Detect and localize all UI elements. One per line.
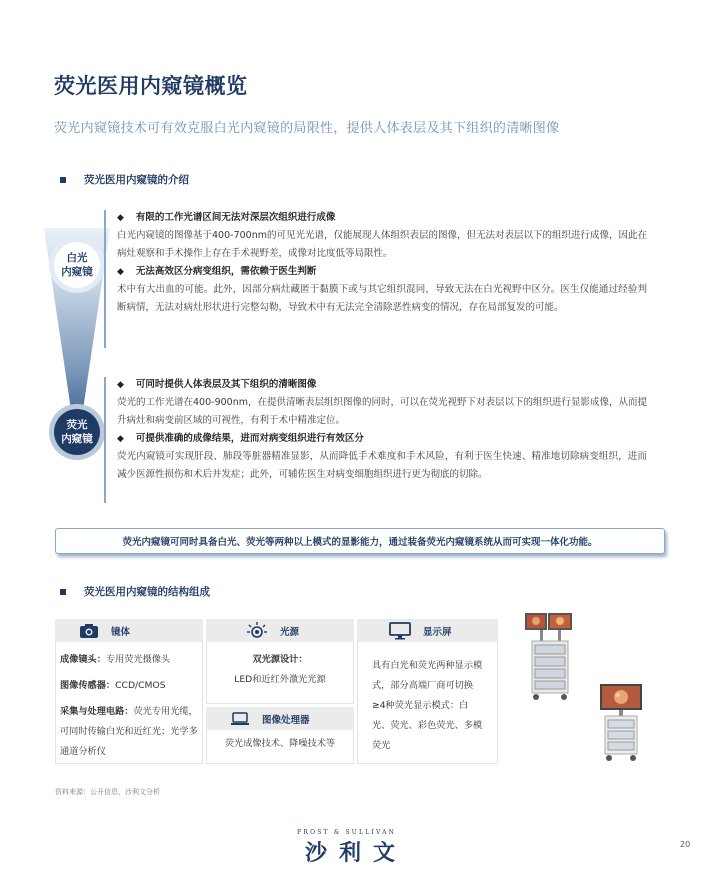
logo-chinese: 沙利文 <box>305 840 408 866</box>
point-heading-text: 有限的工作光谱区间无法对深层次组织进行成像 <box>135 212 336 223</box>
page-subtitle: 荧光内窥镜技术可有效克服白光内窥镜的局限性，提供人体表层及其下组织的清晰图像 <box>54 121 560 136</box>
logo-english: FROST & SULLIVAN <box>297 829 397 836</box>
sensor-val: CCD/CMOS <box>115 680 166 691</box>
fluorescence-badge: 荧光 内窥镜 <box>54 409 100 455</box>
circuit-key: 采集与处理电路： <box>60 706 134 717</box>
section-heading-text: 荧光医用内窥镜的介绍 <box>84 174 189 186</box>
point-text: 荧光的工作光谱在400-900nm，在提供清晰表层组织图像的同时，可以在荧光视野下对表层以下的组织进行显影成像，从而提升病灶和病变前区域的可视性，有利于术中精准定位。 <box>117 397 647 426</box>
point-heading <box>117 376 647 394</box>
light-design-text: LED和近红外激光光源 <box>234 674 326 685</box>
summary-banner: 荧光内窥镜可同时具备白光、荧光等两种以上模式的显影能力，通过装备荧光内窥镜系统从而可实现一体化功能。 <box>55 528 665 554</box>
white-light-block <box>117 209 647 317</box>
laptop-icon <box>230 712 250 726</box>
bullet-square <box>60 177 66 183</box>
processor-text: 荧光成像技术、降噪技术等 <box>224 738 336 749</box>
processor-label: 图像处理器 <box>262 714 310 726</box>
monitor-icon <box>389 622 411 640</box>
divider-line <box>104 210 106 348</box>
section-heading-structure <box>60 584 210 599</box>
light-header <box>206 619 354 642</box>
circuit-val: 荧光专用光缆，可同时传输白光和近红光；光学多通道分析仪 <box>60 706 198 757</box>
display-header <box>357 619 498 642</box>
fluorescence-block <box>117 376 647 484</box>
bullet-square <box>60 589 66 595</box>
processor-header <box>206 707 354 730</box>
source-note: 资料来源：公开信息，沙利文分析 <box>55 788 160 796</box>
section-heading-intro <box>60 172 189 187</box>
point-text: 术中有大出血的可能。此外，因部分病灶藏匿于黏膜下或与其它组织混同，导致无法在白光视野中区分。医生仅能通过经验判断病情，无法对病灶形状进行完整勾勒，导致术中有无法完全清除恶性病变的情况，存在局部复发的可能。 <box>117 284 647 313</box>
camera-icon <box>79 623 99 639</box>
light-body <box>206 642 354 704</box>
point-heading <box>117 263 647 281</box>
point-heading <box>117 209 647 227</box>
diamond-bullet-icon: ◆ <box>117 434 124 444</box>
light-source-icon <box>246 621 268 641</box>
mirror-label: 镜体 <box>111 626 131 638</box>
point-heading-text: 无法高效区分病变组织，需依赖于医生判断 <box>135 266 317 277</box>
endoscope-cart-image <box>522 611 592 709</box>
section-heading-text: 荧光医用内窥镜的结构组成 <box>84 586 210 598</box>
page-title: 荧光医用内窥镜概览 <box>54 74 248 98</box>
processor-body <box>206 730 354 764</box>
point-text: 荧光内窥镜可实现肝段、肺段等脏器精准显影，从而降低手术难度和手术风险，有利于医生快速、精准地切除病变组织，进而减少医源性损伤和术后并发症；此外，可辅佐医生对病变细胞组织进行更为彻底的切除。 <box>117 451 647 480</box>
white-light-badge: 白光 内窥镜 <box>54 242 100 288</box>
display-text: 具有白光和荧光两种显示模式，部分高端厂商可切换≥4种荧光显示模式：白光、荧光、彩色荧光、多模荧光 <box>372 660 483 751</box>
page-number: 20 <box>680 840 691 849</box>
sensor-key: 图像传感器： <box>60 680 116 691</box>
light-design-title: 双光源设计： <box>252 654 308 665</box>
mirror-header <box>55 619 203 642</box>
display-label: 显示屏 <box>423 626 452 638</box>
display-body <box>357 642 498 764</box>
point-heading-text: 可提供准确的成像结果，进而对病变组织进行有效区分 <box>135 433 364 444</box>
lens-val: 专用荧光摄像头 <box>105 654 171 665</box>
point-heading <box>117 430 647 448</box>
point-heading-text: 可同时提供人体表层及其下组织的清晰图像 <box>135 379 317 390</box>
diamond-bullet-icon: ◆ <box>117 380 124 390</box>
divider-line <box>104 377 106 503</box>
lens-key: 成像镜头： <box>60 654 106 665</box>
endoscope-tower-image <box>595 682 649 766</box>
point-text: 白光内窥镜的图像基于400-700nm的可见光光谱，仅能展现人体组织表层的图像，但无法对表层以下的组织进行成像，因此在病灶观察和手术操作上存在手术视野差，成像对比度低等局限性。 <box>117 230 647 259</box>
structure-table <box>55 619 498 764</box>
light-label: 光源 <box>280 626 300 638</box>
diamond-bullet-icon: ◆ <box>117 213 124 223</box>
mirror-body <box>55 642 203 764</box>
diamond-bullet-icon: ◆ <box>117 267 124 277</box>
